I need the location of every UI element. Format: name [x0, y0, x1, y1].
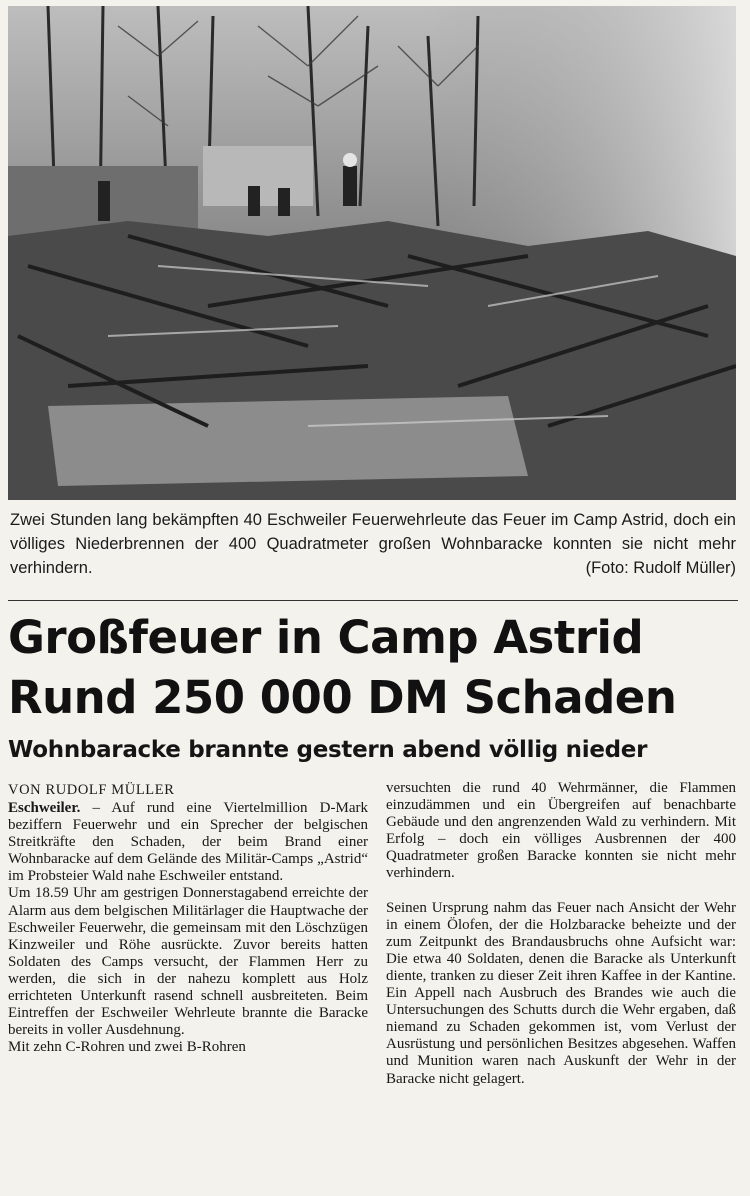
- headline-line-2: Rund 250 000 DM Schaden: [8, 671, 677, 724]
- paragraph-3: Mit zehn C-Rohren und zwei B-Rohren: [8, 1039, 246, 1056]
- photo-caption: [10, 508, 736, 580]
- paragraph-1-text: – Auf rund eine Viertelmillion D-Mark beziffern Feuerwehr und ein Sprecher der belgischen Streitkräfte den Schaden, der beim Brand einer Wohnbaracke auf dem Gelände des Militär-Camps „Astrid“ im Probsteier Wald nahe Eschweiler entstand.: [8, 800, 368, 885]
- paragraph-gap: [386, 883, 736, 900]
- byline: VON RUDOLF MÜLLER: [8, 782, 175, 798]
- fire-ruins-photo: [8, 6, 736, 500]
- dateline: Eschweiler.: [8, 800, 81, 816]
- caption-text: Zwei Stunden lang bekämpften 40 Eschweiler Feuerwehrleute das Feuer im Camp Astrid, doch ein völliges Niederbrennen der 400 Quadratmeter großen Wohnbaracke konnten sie nicht mehr verhindern.: [10, 511, 736, 577]
- paragraph-4: versuchten die rund 40 Wehrmänner, die Flammen einzudämmen und ein Übergreifen auf benachbarte Gebäude und den angrenzenden Wald zu verhindern. Mit Erfolg – doch ein völliges Ausbrennen der 400 Quadratmeter großen Baracke konnten sie nicht mehr verhindern.: [386, 780, 736, 882]
- paragraph-2: Um 18.59 Uhr am gestrigen Donnerstagabend erreichte der Alarm aus dem belgischen Militärlager die Hauptwache der Eschweiler Feuerwehr, die gemeinsam mit den Löschzügen Kinzweiler und Röhe ausrückte. Zuvor bereits hatten Soldaten des Camps versucht, der Flammen Herr zu werden, die sich in der nahezu komplett aus Holz errichteten Unterkunft rasend schnell ausbreiteten. Beim Eintreffen der Eschweiler Wehrleute brannte die Baracke bereits in voller Ausdehnung.: [8, 885, 368, 1039]
- headline-line-1: Großfeuer in Camp Astrid: [8, 611, 644, 664]
- photo-credit: (Foto: Rudolf Müller): [585, 559, 736, 577]
- article-column-1: [8, 800, 368, 1056]
- paragraph-1: [8, 800, 368, 885]
- caption-divider: [8, 600, 738, 601]
- photo-image: [8, 6, 736, 500]
- article-column-2: [386, 780, 736, 1088]
- subheadline: Wohnbaracke brannte gestern abend völlig nieder: [8, 737, 648, 763]
- paragraph-5: Seinen Ursprung nahm das Feuer nach Ansicht der Wehr in einem Ölofen, der die Holzbaracke beheizte und der zum Zeitpunkt des Brandausbruchs ohne Aufsicht war: Die etwa 40 Soldaten, denen die Baracke als Unterkunft diente, tranken zu dieser Zeit ihren Kaffee in der Kantine. Ein Appell nach Ausbruch des Brandes wie auch die Untersuchungen des Schutts durch die Wehr ergaben, daß niemand zu Schaden gekommen ist, vom Verlust der Ausrüstung und persönlichen Besitzes abgesehen. Waffen und Munition waren nach Auskunft der Wehr in der Baracke nicht gelagert.: [386, 899, 736, 1087]
